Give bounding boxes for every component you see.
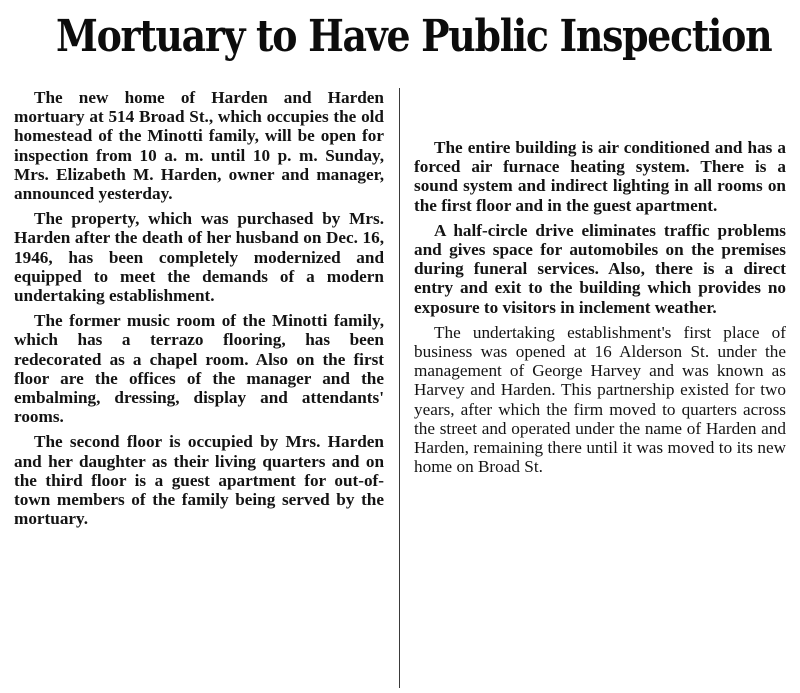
paragraph-history: The undertaking establishment's first place of business was opened at 16 Alderson St. under the management of George Harvey and was known as Harvey and Harden. This partnership existed for two years, after which the firm moved to quarters across the street and operated under the name of Harden and Harden, remaining there until it was moved to its new home on Broad St. bbox=[414, 322, 786, 477]
paragraph-building: The entire building is air conditioned and has a forced air furnace heating system. There is a sound system and indirect lighting in all rooms on the first floor and in the guest apartment. bbox=[414, 138, 786, 215]
paragraph-drive: A half-circle drive eliminates traffic problems and gives space for automobiles on the premises during funeral services. Also, there is a direct entry and exit to the building which provides no exposure to visitors in inclement weather. bbox=[414, 220, 786, 317]
paragraph-music-room: The former music room of the Minotti family, which has a terrazo flooring, has been redecorated as a chapel room. Also on the first floor are the offices of the manager and the embalming, dressing, display and attendants' rooms. bbox=[14, 311, 384, 427]
left-column bbox=[14, 88, 384, 534]
headline: Mortuary to Have Public Inspection bbox=[56, 11, 772, 62]
paragraph-second-floor: The second floor is occupied by Mrs. Harden and her daughter as their living quarters and on the third floor is a guest apartment for out-of-town members of the family being served by the mortuary. bbox=[14, 432, 384, 529]
paragraph-property: The property, which was purchased by Mrs. Harden after the death of her husband on Dec. 16, 1946, has been completely modernized and equipped to meet the demands of a modern undertaking establishment. bbox=[14, 209, 384, 306]
paragraph-opening: The new home of Harden and Harden mortuary at 514 Broad St., which occupies the old homestead of the Minotti family, will be open for inspection from 10 a. m. until 10 p. m. Sunday, Mrs. Elizabeth M. Harden, owner and manager, announced yesterday. bbox=[14, 88, 384, 204]
right-column bbox=[414, 138, 786, 482]
column-divider bbox=[399, 88, 400, 688]
